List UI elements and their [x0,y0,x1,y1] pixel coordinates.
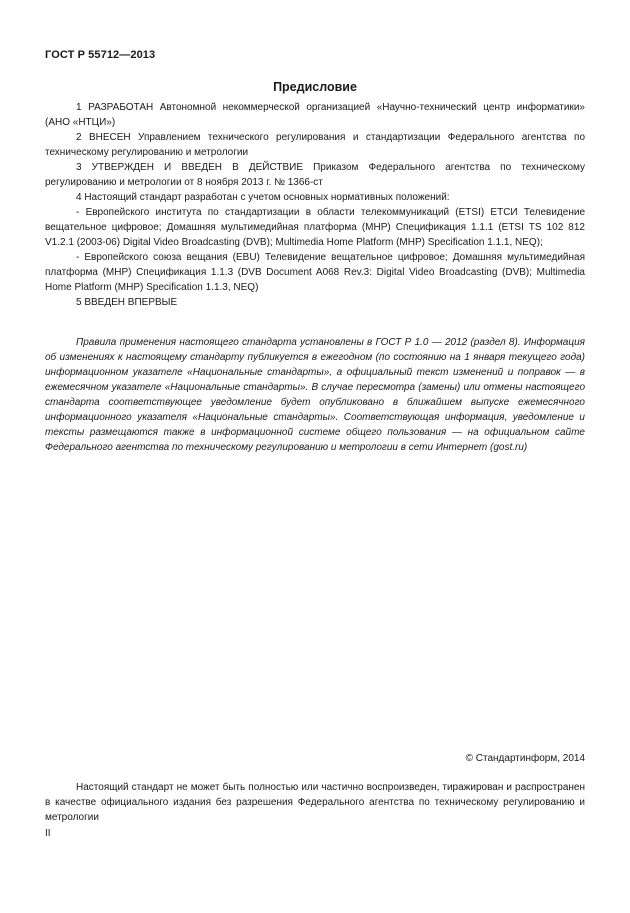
page-number: II [45,828,51,839]
preface-item-3: 3 УТВЕРЖДЕН И ВВЕДЕН В ДЕЙСТВИЕ Приказом Федерального агентства по техническому регулированию и метрологии от 8 ноября 2013 г. № 1366-ст [45,162,585,188]
preface-body [45,100,585,310]
reproduction-notice-text: Настоящий стандарт не может быть полностью или частично воспроизведен, тиражирован и распространен в качестве официального издания без разрешения Федерального агентства по техническому регулированию и метрологии [45,782,585,823]
preface-item-4: 4 Настоящий стандарт разработан с учетом основных нормативных положений: [76,192,450,203]
copyright-line: © Стандартинформ, 2014 [465,753,585,764]
reproduction-notice [45,780,585,825]
preface-item-1: 1 РАЗРАБОТАН Автономной некоммерческой организацией «Научно-технический центр информатики» (АНО «НТЦИ») [45,102,585,128]
preface-item-4-ebu: - Европейского союза вещания (EBU) Телевидение вещательное цифровое; Домашняя мультимедийная платформа (МНР) Спецификация 1.1.3 (DVB Document A068 Rev.3: Digital Video Broadcasting (DVB); Multimedia Home Platform (MHP) Specification 1.1.3, NEQ) [45,252,585,293]
preface-item-2: 2 ВНЕСЕН Управлением технического регулирования и стандартизации Федерального агентства по техническому регулированию и метрологии [45,132,585,158]
preface-item-5: 5 ВВЕДЕН ВПЕРВЫЕ [76,297,178,308]
document-header: ГОСТ Р 55712—2013 [45,49,156,61]
application-rules-notice [45,335,585,455]
application-rules-text: Правила применения настоящего стандарта установлены в ГОСТ Р 1.0 — 2012 (раздел 8). Информация об изменениях к настоящему стандарту публикуется в ежегодном (по состоянию на 1 января текущего года) информационном указателе «Национальные стандарты», а официальный текст изменений и поправок — в ежемесячном указателе «Национальные стандарты». В случае пересмотра (замены) или отмены настоящего стандарта соответствующее уведомление будет опубликовано в ближайшем выпуске ежемесячного информационного указателя «Национальные стандарты». Соответствующая информация, уведомление и тексты размещаются также в информационной системе общего пользования — на официальном сайте Федерального агентства по техническому регулированию и метрологии в сети Интернет (gost.ru) [45,337,585,453]
preface-item-4-etsi: - Европейского института по стандартизации в области телекоммуникаций (ETSI) ЕТСИ Телевидение вещательное цифровое; Домашняя мультимедийная платформа (МНР) Спецификация 1.1.1 (ETSI TS 102 812 V1.2.1 (2003-06) Digital Video Broadcasting (DVB); Multimedia Home Platform (MHP) Specification 1.1.1, NEQ); [45,207,585,248]
page-title: Предисловие [273,80,357,94]
